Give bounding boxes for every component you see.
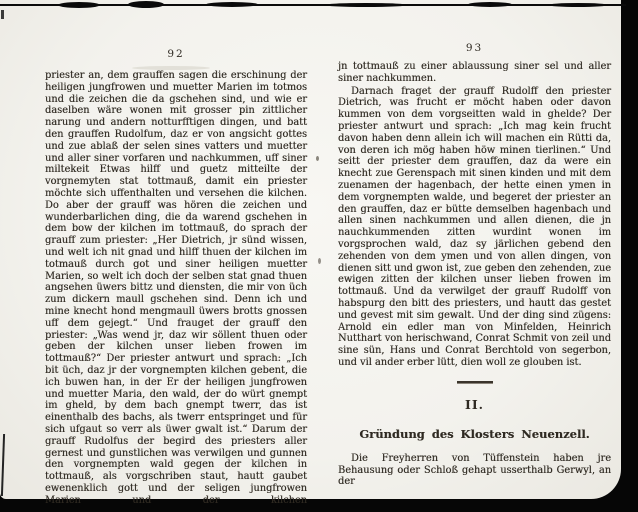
scan-artifact bbox=[58, 2, 100, 8]
scan-speck bbox=[318, 258, 321, 264]
right-page-continuation-text: jn tottmauß zu einer ablaussung siner sel und aller siner nachkummen. bbox=[338, 61, 611, 84]
scan-artifact bbox=[548, 3, 608, 7]
section-title: Gründung des Klosters Neuenzell. bbox=[359, 426, 590, 441]
section-divider bbox=[457, 381, 493, 384]
scan-artifact bbox=[324, 3, 408, 7]
left-page-body-text: priester an, dem grauffen sagen die erschinung der heiligen jungfrowen und muetter Marien im totmos und die zeichen die da gschehen sind, und wie er daselben wäre wonen mit grosser pin zittlicher narung und andern notturfftigen dingen, und batt den grauffen Rudolfum, daz er von angsicht gottes und zue ablaß der selen sines vatters und muetter und aller siner vorfaren und nachkummen, uff siner miltekeit Etwas hilff und guetz mitteilte der vorgnemyten stat tottmauß, damit ein priester möchte sich uffenthalten und versehen die kilchen. Do aber der grauff was hören die zeichen und wunderbarlichen ding, die da warend gschehen in dem bow der kilchen im tottmauß, do sprach der grauff zum priester: „Her Dietrich, jr sünd wissen, und welt ich nit gnad und hilff thuen der kilchen im totmauß durch got und siner heiligen muetter Marien, so welt ich doch der selben stat gnad thuen angsehen üwers bittz und diensten, die mir von üch zum dickern maull gschehen sind. Denn ich und mine knecht hond mengmaull üwers brotts gnossen uff dem gejegt.“ Und frauget der grauff den priester: „Was wend jr, daz wir söllent thuen oder geben der kilchen unser lieben frowen im tottmauß?“ Der priester antwurt und sprach: „Ich bit üch, daz jr der vorgnempten kilchen gebent, die ich buwen han, in der Er der heiligen jungfrowen und muetter Maria, den wald, der do würt gnempt im gheld, by dem bach gnempt twerr, das ist einenthalb des bachs, als twerr entspringet und für sich ufgaut so verr als üwer gwalt ist.“ Darum der grauff Rudolfus der begird des priesters aller gernest und gunstlichen was verwilgen und gunnen den vorgnempten wald gegen der kilchen in tottmauß, als vorgschriben staut, hautt gaubet ewenenklich gott und der seligen jungfrowen Marien und der kilchen bbox=[45, 70, 307, 506]
section-numeral: II. bbox=[464, 396, 485, 412]
scan-speck bbox=[316, 156, 319, 161]
section-opening-paragraph: Die Freyherren von Tüffenstein haben jre Behausung oder Schloß gehapt usserthalb Gerwyl, an der bbox=[338, 452, 611, 488]
right-page-paragraph: Darnach fraget der grauff Rudolff den priester Dietrich, was frucht er möcht haben oder davon kummen von dem vorgseitten wald in ghelde? Der priester antwurt und sprach: „Ich mag kein frucht davon haben denn allein ich will machen ein Rütti da, von deren ich mög haben höw minen tierlinen.“ Und seitt der priester dem grauffen, daz da were ein knecht zue Gerenspach mit sinen kinden und mit dem zuenamen der hagenbach, der hette einen ymen in dem vorgnempten walde, und begeret der priester an den grauffen, daz er bütte demselben hagenbach und allen sinen nachkummen und allen dienen, die jn nauchkummenden zitten wurdint wonen im vorgsprochen wald, daz sy järlichen gebend den zehenden von dem ymen und von allen dingen, von dienen sitt und gwon ist, zue geben den zehenden, zue ewigen zitten der kilchen unser lieben frowen im tottmauß. Und da verwilget der grauff Rudolff von habspurg den bitt des priesters, und hautt das gestet und gevest mit sim gewalt. Und der ding sind zügens: Arnold ein edler man von Minfelden, Heinrich Nutthart von herischwand, Conrat Schmit von zeil und sine sün, Hans und Conrat Berchtold von segerbon, und vil ander erber lütt, dien woll ze glouben ist. bbox=[338, 85, 611, 368]
right-page-number: 93 bbox=[465, 42, 484, 54]
scan-artifact bbox=[468, 2, 512, 7]
scan-artifact bbox=[1, 10, 4, 19]
right-page bbox=[338, 42, 611, 488]
left-page-number: 92 bbox=[167, 48, 185, 60]
left-page bbox=[45, 48, 307, 506]
scan-artifact bbox=[206, 2, 258, 7]
scan-artifact bbox=[128, 1, 164, 8]
